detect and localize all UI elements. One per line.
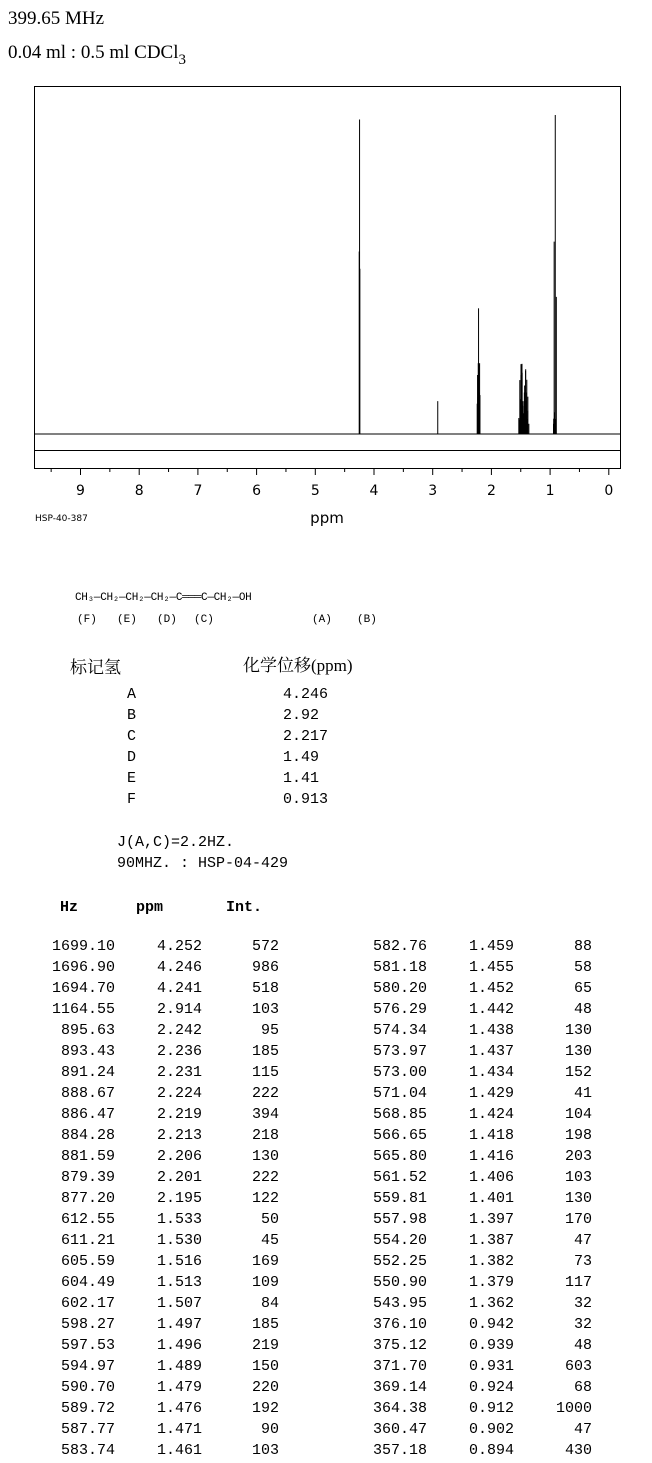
- cell-ppm: 2.206: [156, 1148, 202, 1165]
- cell-ppm: 2.213: [156, 1127, 202, 1144]
- spectrum-code: HSP-40-387: [35, 514, 88, 524]
- assignment-row: [0, 686, 400, 707]
- assignment-row: [0, 770, 400, 791]
- table-row: [0, 1064, 652, 1085]
- cell-hz: 1694.70: [51, 980, 115, 997]
- cell-ppm: 1.497: [156, 1316, 202, 1333]
- cell-hz: 582.76: [372, 938, 427, 955]
- x-tick-label: 1: [545, 483, 555, 499]
- spectrometer-frequency: 399.65 MHz: [8, 8, 105, 29]
- label-f: (F): [77, 614, 97, 626]
- table-row: [0, 1211, 652, 1232]
- cell-int: 185: [251, 1043, 279, 1060]
- x-tick-label: 2: [486, 483, 496, 499]
- cell-int: 220: [251, 1379, 279, 1396]
- cell-ppm: 1.530: [156, 1232, 202, 1249]
- cell-hz: 581.18: [372, 959, 427, 976]
- cell-ppm: 1.379: [468, 1274, 514, 1291]
- cell-ppm: 2.219: [156, 1106, 202, 1123]
- cell-hz: 589.72: [60, 1400, 115, 1417]
- assignment-header-shift: 化学位移(ppm): [243, 656, 353, 675]
- cell-int: 150: [251, 1358, 279, 1375]
- assignment-shift: 4.246: [283, 686, 329, 703]
- assignment-row: [0, 749, 400, 770]
- cell-hz: 612.55: [60, 1211, 115, 1228]
- cell-hz: 360.47: [372, 1421, 427, 1438]
- cell-hz: 594.97: [60, 1358, 115, 1375]
- cell-int: 88: [573, 938, 592, 955]
- assignment-row: [0, 791, 400, 812]
- structure-formula: CH₃—CH₂—CH₂—CH₂—C═══C—CH₂—OH: [75, 592, 252, 604]
- cell-int: 32: [573, 1295, 592, 1312]
- cell-int: 84: [260, 1295, 279, 1312]
- table-row: [0, 1421, 652, 1442]
- cell-int: 198: [564, 1127, 592, 1144]
- cell-int: 130: [251, 1148, 279, 1165]
- cell-ppm: 2.236: [156, 1043, 202, 1060]
- cell-hz: 550.90: [372, 1274, 427, 1291]
- cell-ppm: 4.252: [156, 938, 202, 955]
- cell-int: 115: [251, 1064, 279, 1081]
- cell-ppm: 1.387: [468, 1232, 514, 1249]
- cell-hz: 369.14: [372, 1379, 427, 1396]
- cell-int: 152: [564, 1064, 592, 1081]
- cell-hz: 554.20: [372, 1232, 427, 1249]
- cell-hz: 886.47: [60, 1106, 115, 1123]
- cell-hz: 559.81: [372, 1190, 427, 1207]
- plot-frame: [35, 87, 621, 469]
- cell-hz: 587.77: [60, 1421, 115, 1438]
- cell-int: 430: [564, 1442, 592, 1459]
- cell-int: 104: [564, 1106, 592, 1123]
- cell-int: 222: [251, 1169, 279, 1186]
- cell-int: 192: [251, 1400, 279, 1417]
- cell-hz: 893.43: [60, 1043, 115, 1060]
- cell-hz: 604.49: [60, 1274, 115, 1291]
- x-tick-label: 0: [604, 483, 614, 499]
- cell-int: 130: [564, 1043, 592, 1060]
- table-row: [0, 1274, 652, 1295]
- cell-ppm: 1.489: [156, 1358, 202, 1375]
- table-row: [0, 1295, 652, 1316]
- assignment-row: [0, 707, 400, 728]
- cell-int: 45: [260, 1232, 279, 1249]
- cell-int: 518: [251, 980, 279, 997]
- cell-hz: 576.29: [372, 1001, 427, 1018]
- cell-int: 185: [251, 1316, 279, 1333]
- table-row: [0, 1400, 652, 1421]
- cell-hz: 605.59: [60, 1253, 115, 1270]
- assignment-label: D: [127, 749, 137, 766]
- cell-hz: 590.70: [60, 1379, 115, 1396]
- cell-int: 41: [573, 1085, 592, 1102]
- cell-hz: 573.00: [372, 1064, 427, 1081]
- cell-ppm: 1.418: [468, 1127, 514, 1144]
- cell-int: 169: [251, 1253, 279, 1270]
- table-row: [0, 1379, 652, 1400]
- x-axis-ticks: [51, 468, 609, 475]
- cell-ppm: 1.401: [468, 1190, 514, 1207]
- cell-ppm: 1.476: [156, 1400, 202, 1417]
- table-row: [0, 1358, 652, 1379]
- cell-ppm: 1.533: [156, 1211, 202, 1228]
- table-row: [0, 1232, 652, 1253]
- cell-ppm: 1.455: [468, 959, 514, 976]
- cell-int: 103: [251, 1442, 279, 1459]
- cell-hz: 552.25: [372, 1253, 427, 1270]
- cell-int: 48: [573, 1001, 592, 1018]
- cell-ppm: 1.362: [468, 1295, 514, 1312]
- cell-int: 122: [251, 1190, 279, 1207]
- cell-hz: 371.70: [372, 1358, 427, 1375]
- table-row: [0, 1127, 652, 1148]
- cell-ppm: 1.434: [468, 1064, 514, 1081]
- cell-int: 130: [564, 1022, 592, 1039]
- table-row: [0, 938, 652, 959]
- cell-int: 130: [564, 1190, 592, 1207]
- assignment-label: B: [127, 707, 137, 724]
- cell-ppm: 0.924: [468, 1379, 514, 1396]
- col-header-ppm: ppm: [136, 899, 164, 916]
- table-row: [0, 1022, 652, 1043]
- label-d: (D): [157, 614, 177, 626]
- x-tick-label: 4: [369, 483, 379, 499]
- cell-int: 986: [251, 959, 279, 976]
- cell-ppm: 1.461: [156, 1442, 202, 1459]
- cell-ppm: 1.452: [468, 980, 514, 997]
- x-tick-label: 6: [252, 483, 262, 499]
- assignment-label: F: [127, 791, 137, 808]
- cell-hz: 1699.10: [51, 938, 115, 955]
- cell-ppm: 4.246: [156, 959, 202, 976]
- cell-ppm: 0.939: [468, 1337, 514, 1354]
- cell-ppm: 1.496: [156, 1337, 202, 1354]
- cell-ppm: 0.912: [468, 1400, 514, 1417]
- cell-ppm: 1.516: [156, 1253, 202, 1270]
- cell-int: 65: [573, 980, 592, 997]
- cell-hz: 565.80: [372, 1148, 427, 1165]
- cell-hz: 376.10: [372, 1316, 427, 1333]
- cell-ppm: 1.459: [468, 938, 514, 955]
- cell-hz: 364.38: [372, 1400, 427, 1417]
- table-row: [0, 1316, 652, 1337]
- cell-int: 222: [251, 1085, 279, 1102]
- table-row: [0, 959, 652, 980]
- cell-int: 572: [251, 938, 279, 955]
- cell-ppm: 1.429: [468, 1085, 514, 1102]
- cell-int: 73: [573, 1253, 592, 1270]
- cell-hz: 543.95: [372, 1295, 427, 1312]
- label-e: (E): [117, 614, 137, 626]
- cell-int: 48: [573, 1337, 592, 1354]
- table-row: [0, 1442, 652, 1463]
- cell-ppm: 1.397: [468, 1211, 514, 1228]
- cell-hz: 557.98: [372, 1211, 427, 1228]
- cell-hz: 375.12: [372, 1337, 427, 1354]
- table-row: [0, 1106, 652, 1127]
- cell-hz: 888.67: [60, 1085, 115, 1102]
- cell-int: 47: [573, 1421, 592, 1438]
- cell-hz: 580.20: [372, 980, 427, 997]
- cell-hz: 891.24: [60, 1064, 115, 1081]
- cell-ppm: 1.437: [468, 1043, 514, 1060]
- cell-int: 50: [260, 1211, 279, 1228]
- cell-int: 170: [564, 1211, 592, 1228]
- spectrum-peaks: [359, 115, 556, 434]
- x-tick-label: 7: [193, 483, 203, 499]
- assignment-shift: 1.41: [283, 770, 320, 787]
- cell-hz: 574.34: [372, 1022, 427, 1039]
- table-row: [0, 1148, 652, 1169]
- cell-hz: 561.52: [372, 1169, 427, 1186]
- table-row: [0, 1001, 652, 1022]
- assignment-label: C: [127, 728, 137, 745]
- solvent-text: 0.04 ml : 0.5 ml CDCl: [8, 42, 179, 63]
- cell-hz: 357.18: [372, 1442, 427, 1459]
- cell-hz: 573.97: [372, 1043, 427, 1060]
- cell-ppm: 1.479: [156, 1379, 202, 1396]
- cell-ppm: 1.471: [156, 1421, 202, 1438]
- cell-ppm: 1.507: [156, 1295, 202, 1312]
- cell-int: 103: [564, 1169, 592, 1186]
- solvent-subscript: 3: [178, 52, 186, 68]
- cell-ppm: 0.942: [468, 1316, 514, 1333]
- cell-hz: 895.63: [60, 1022, 115, 1039]
- cell-int: 90: [260, 1421, 279, 1438]
- cell-ppm: 1.442: [468, 1001, 514, 1018]
- cell-hz: 1696.90: [51, 959, 115, 976]
- x-tick-label: 5: [310, 483, 320, 499]
- cell-hz: 879.39: [60, 1169, 115, 1186]
- cell-int: 219: [251, 1337, 279, 1354]
- cell-int: 218: [251, 1127, 279, 1144]
- assignment-shift: 2.217: [283, 728, 329, 745]
- assignment-header-label: 标记氢: [70, 658, 121, 677]
- col-header-hz: Hz: [60, 899, 79, 916]
- cell-ppm: 1.416: [468, 1148, 514, 1165]
- table-row: [0, 1190, 652, 1211]
- col-header-int: Int.: [226, 899, 263, 916]
- cell-hz: 568.85: [372, 1106, 427, 1123]
- coupling-constant: J(A,C)=2.2HZ.: [117, 834, 235, 851]
- label-c: (C): [194, 614, 214, 626]
- table-row: [0, 980, 652, 1001]
- cell-hz: 602.17: [60, 1295, 115, 1312]
- cell-int: 394: [251, 1106, 279, 1123]
- table-row: [0, 1043, 652, 1064]
- cell-ppm: 1.424: [468, 1106, 514, 1123]
- cell-int: 47: [573, 1232, 592, 1249]
- cell-ppm: 1.406: [468, 1169, 514, 1186]
- cell-ppm: 0.894: [468, 1442, 514, 1459]
- table-row: [0, 1337, 652, 1358]
- cell-int: 203: [564, 1148, 592, 1165]
- x-tick-label: 9: [76, 483, 85, 499]
- cell-ppm: 2.242: [156, 1022, 202, 1039]
- x-axis-tick-labels: [76, 483, 613, 499]
- cell-hz: 598.27: [60, 1316, 115, 1333]
- reference-spectrum: 90MHZ. : HSP-04-429: [117, 855, 289, 872]
- cell-ppm: 2.224: [156, 1085, 202, 1102]
- cell-int: 32: [573, 1316, 592, 1333]
- cell-ppm: 2.195: [156, 1190, 202, 1207]
- assignment-label: A: [127, 686, 137, 703]
- cell-hz: 597.53: [60, 1337, 115, 1354]
- cell-hz: 583.74: [60, 1442, 115, 1459]
- assignment-label: E: [127, 770, 137, 787]
- x-axis-label: ppm: [310, 509, 344, 527]
- cell-hz: 566.65: [372, 1127, 427, 1144]
- table-row: [0, 1085, 652, 1106]
- cell-int: 68: [573, 1379, 592, 1396]
- cell-hz: 877.20: [60, 1190, 115, 1207]
- nmr-spectrum-chart: [0, 0, 652, 540]
- cell-int: 95: [260, 1022, 279, 1039]
- assignment-shift: 0.913: [283, 791, 329, 808]
- x-tick-label: 3: [428, 483, 438, 499]
- cell-ppm: 1.438: [468, 1022, 514, 1039]
- cell-ppm: 1.513: [156, 1274, 202, 1291]
- cell-ppm: 1.382: [468, 1253, 514, 1270]
- cell-int: 1000: [555, 1400, 592, 1417]
- cell-int: 103: [251, 1001, 279, 1018]
- assignment-shift: 2.92: [283, 707, 320, 724]
- label-b: (B): [357, 614, 377, 626]
- cell-int: 109: [251, 1274, 279, 1291]
- cell-ppm: 0.931: [468, 1358, 514, 1375]
- cell-ppm: 2.201: [156, 1169, 202, 1186]
- cell-ppm: 2.914: [156, 1001, 202, 1018]
- assignment-row: [0, 728, 400, 749]
- cell-int: 603: [564, 1358, 592, 1375]
- cell-ppm: 4.241: [156, 980, 202, 997]
- table-row: [0, 1253, 652, 1274]
- cell-ppm: 2.231: [156, 1064, 202, 1081]
- cell-hz: 1164.55: [51, 1001, 115, 1018]
- label-a: (A): [312, 614, 332, 626]
- cell-hz: 884.28: [60, 1127, 115, 1144]
- cell-hz: 611.21: [60, 1232, 115, 1249]
- cell-int: 58: [573, 959, 592, 976]
- cell-hz: 571.04: [372, 1085, 427, 1102]
- assignment-shift: 1.49: [283, 749, 320, 766]
- x-tick-label: 8: [134, 483, 144, 499]
- cell-hz: 881.59: [60, 1148, 115, 1165]
- cell-int: 117: [564, 1274, 592, 1291]
- cell-ppm: 0.902: [468, 1421, 514, 1438]
- table-row: [0, 1169, 652, 1190]
